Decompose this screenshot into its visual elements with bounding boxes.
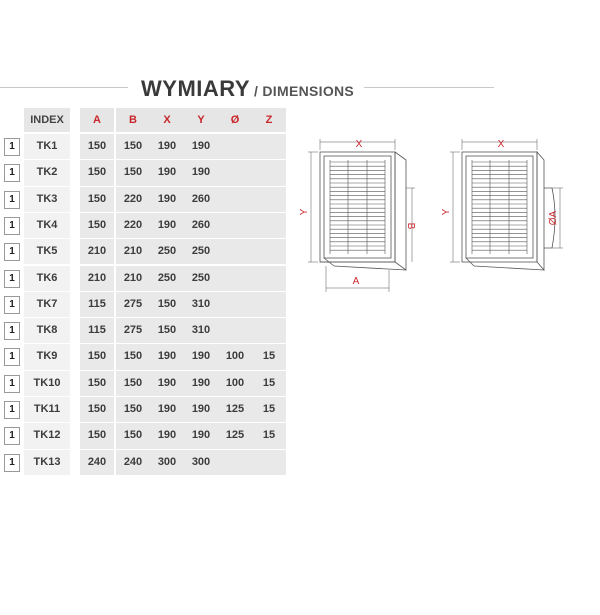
table-cell: 275 (116, 292, 150, 317)
table-cell: 150 (150, 292, 184, 317)
column-header-c2: B (116, 108, 150, 132)
table-row-index: TK4 (24, 213, 70, 238)
table-cell: 250 (150, 266, 184, 291)
table-cell (252, 213, 286, 238)
dim-label-y-left: Y (299, 208, 310, 216)
title-row (0, 76, 600, 102)
table-cell: 150 (116, 160, 150, 185)
column-header-c1: A (80, 108, 114, 132)
table-cell: 15 (252, 371, 286, 396)
quantity-box[interactable]: 1 (4, 243, 20, 261)
table-cell: 250 (150, 239, 184, 264)
table-cell: 190 (184, 423, 218, 448)
column-header-c4: Y (184, 108, 218, 132)
table-cell (218, 450, 252, 475)
table-cell: 275 (116, 318, 150, 343)
table-cell: 150 (80, 344, 114, 369)
table-row-index: TK6 (24, 266, 70, 291)
table-row-index: TK10 (24, 371, 70, 396)
table-cell (252, 187, 286, 212)
quantity-box[interactable]: 1 (4, 427, 20, 445)
table-row-index: TK9 (24, 344, 70, 369)
table-cell: 150 (80, 371, 114, 396)
table-row-index: TK7 (24, 292, 70, 317)
quantity-box[interactable]: 1 (4, 138, 20, 156)
table-cell: 250 (184, 266, 218, 291)
table-cell: 300 (184, 450, 218, 475)
table-row-index: TK3 (24, 187, 70, 212)
table-cell: 190 (184, 344, 218, 369)
table-cell: 150 (80, 397, 114, 422)
table-cell: 150 (116, 397, 150, 422)
table-row-index: TK2 (24, 160, 70, 185)
title-sub: / DIMENSIONS (254, 83, 355, 99)
table-cell: 150 (116, 134, 150, 159)
grille-frame-left (320, 152, 406, 270)
table-cell: 15 (252, 397, 286, 422)
table-cell: 100 (218, 371, 252, 396)
page-title (141, 76, 354, 102)
table-cell: 190 (150, 344, 184, 369)
dim-label-x-left: X (355, 139, 363, 150)
table-row-index: TK11 (24, 397, 70, 422)
table-cell (218, 266, 252, 291)
table-cell (218, 239, 252, 264)
louvers-left (330, 160, 385, 254)
table-cell (252, 266, 286, 291)
table-cell: 310 (184, 318, 218, 343)
table-row-index: TK1 (24, 134, 70, 159)
quantity-box[interactable]: 1 (4, 191, 20, 209)
table-cell: 150 (80, 134, 114, 159)
grille-diagram-right (438, 136, 568, 286)
table-cell: 150 (116, 371, 150, 396)
table-row-index: TK12 (24, 423, 70, 448)
table-cell: 150 (80, 213, 114, 238)
title-main: WYMIARY (141, 76, 251, 101)
title-divider-right (364, 87, 494, 88)
table-cell: 190 (184, 134, 218, 159)
title-divider-left (0, 87, 128, 88)
table-cell: 150 (150, 318, 184, 343)
table-cell: 190 (150, 187, 184, 212)
table-row-index: TK5 (24, 239, 70, 264)
table-cell: 240 (116, 450, 150, 475)
dim-label-x-right: X (497, 139, 505, 150)
table-cell: 115 (80, 318, 114, 343)
dim-label-b-left: B (405, 222, 416, 230)
column-header-c6: Z (252, 108, 286, 132)
table-cell: 210 (80, 239, 114, 264)
quantity-box[interactable]: 1 (4, 217, 20, 235)
table-cell (218, 187, 252, 212)
louvers-right (472, 160, 527, 254)
dim-label-a-left: A (352, 276, 360, 287)
table-cell: 240 (80, 450, 114, 475)
table-cell (218, 213, 252, 238)
table-cell (218, 292, 252, 317)
table-cell: 310 (184, 292, 218, 317)
table-cell: 260 (184, 213, 218, 238)
table-cell: 115 (80, 292, 114, 317)
quantity-box[interactable]: 1 (4, 296, 20, 314)
quantity-box[interactable]: 1 (4, 375, 20, 393)
table-cell: 150 (80, 423, 114, 448)
table-cell: 220 (116, 187, 150, 212)
table-cell: 250 (184, 239, 218, 264)
table-cell: 190 (150, 213, 184, 238)
table-cell: 150 (116, 344, 150, 369)
quantity-box[interactable]: 1 (4, 348, 20, 366)
table-cell: 300 (150, 450, 184, 475)
table-cell: 190 (150, 371, 184, 396)
dim-label-phi-right: ØA (548, 210, 559, 226)
dimension-lines-right (450, 139, 563, 262)
table-cell: 15 (252, 344, 286, 369)
table-cell (252, 239, 286, 264)
table-cell: 190 (184, 371, 218, 396)
quantity-box[interactable]: 1 (4, 454, 20, 472)
quantity-box[interactable]: 1 (4, 164, 20, 182)
dim-label-y-right: Y (441, 208, 452, 216)
table-row-index: TK8 (24, 318, 70, 343)
table-cell: 100 (218, 344, 252, 369)
grille-frame-right (462, 152, 555, 270)
grille-diagram-left (296, 136, 421, 301)
table-cell: 190 (184, 160, 218, 185)
column-header-index: INDEX (24, 108, 70, 132)
quantity-box[interactable]: 1 (4, 270, 20, 288)
table-cell: 190 (150, 160, 184, 185)
column-header-c5: Ø (218, 108, 252, 132)
table-cell (218, 318, 252, 343)
table-cell: 150 (80, 187, 114, 212)
table-cell (252, 292, 286, 317)
table-cell: 190 (150, 397, 184, 422)
table-cell: 210 (116, 266, 150, 291)
table-cell: 15 (252, 423, 286, 448)
table-cell: 190 (150, 423, 184, 448)
table-cell (218, 160, 252, 185)
table-cell (252, 450, 286, 475)
table-cell: 260 (184, 187, 218, 212)
table-cell: 125 (218, 397, 252, 422)
table-cell (218, 134, 252, 159)
table-cell: 210 (80, 266, 114, 291)
table-cell: 210 (116, 239, 150, 264)
table-cell: 190 (150, 134, 184, 159)
table-row-index: TK13 (24, 450, 70, 475)
table-cell (252, 318, 286, 343)
table-cell (252, 134, 286, 159)
table-cell: 190 (184, 397, 218, 422)
table-cell: 150 (116, 423, 150, 448)
table-cell (252, 160, 286, 185)
table-cell: 220 (116, 213, 150, 238)
table-cell: 125 (218, 423, 252, 448)
column-header-c3: X (150, 108, 184, 132)
quantity-box[interactable]: 1 (4, 401, 20, 419)
table-cell: 150 (80, 160, 114, 185)
quantity-box[interactable]: 1 (4, 322, 20, 340)
